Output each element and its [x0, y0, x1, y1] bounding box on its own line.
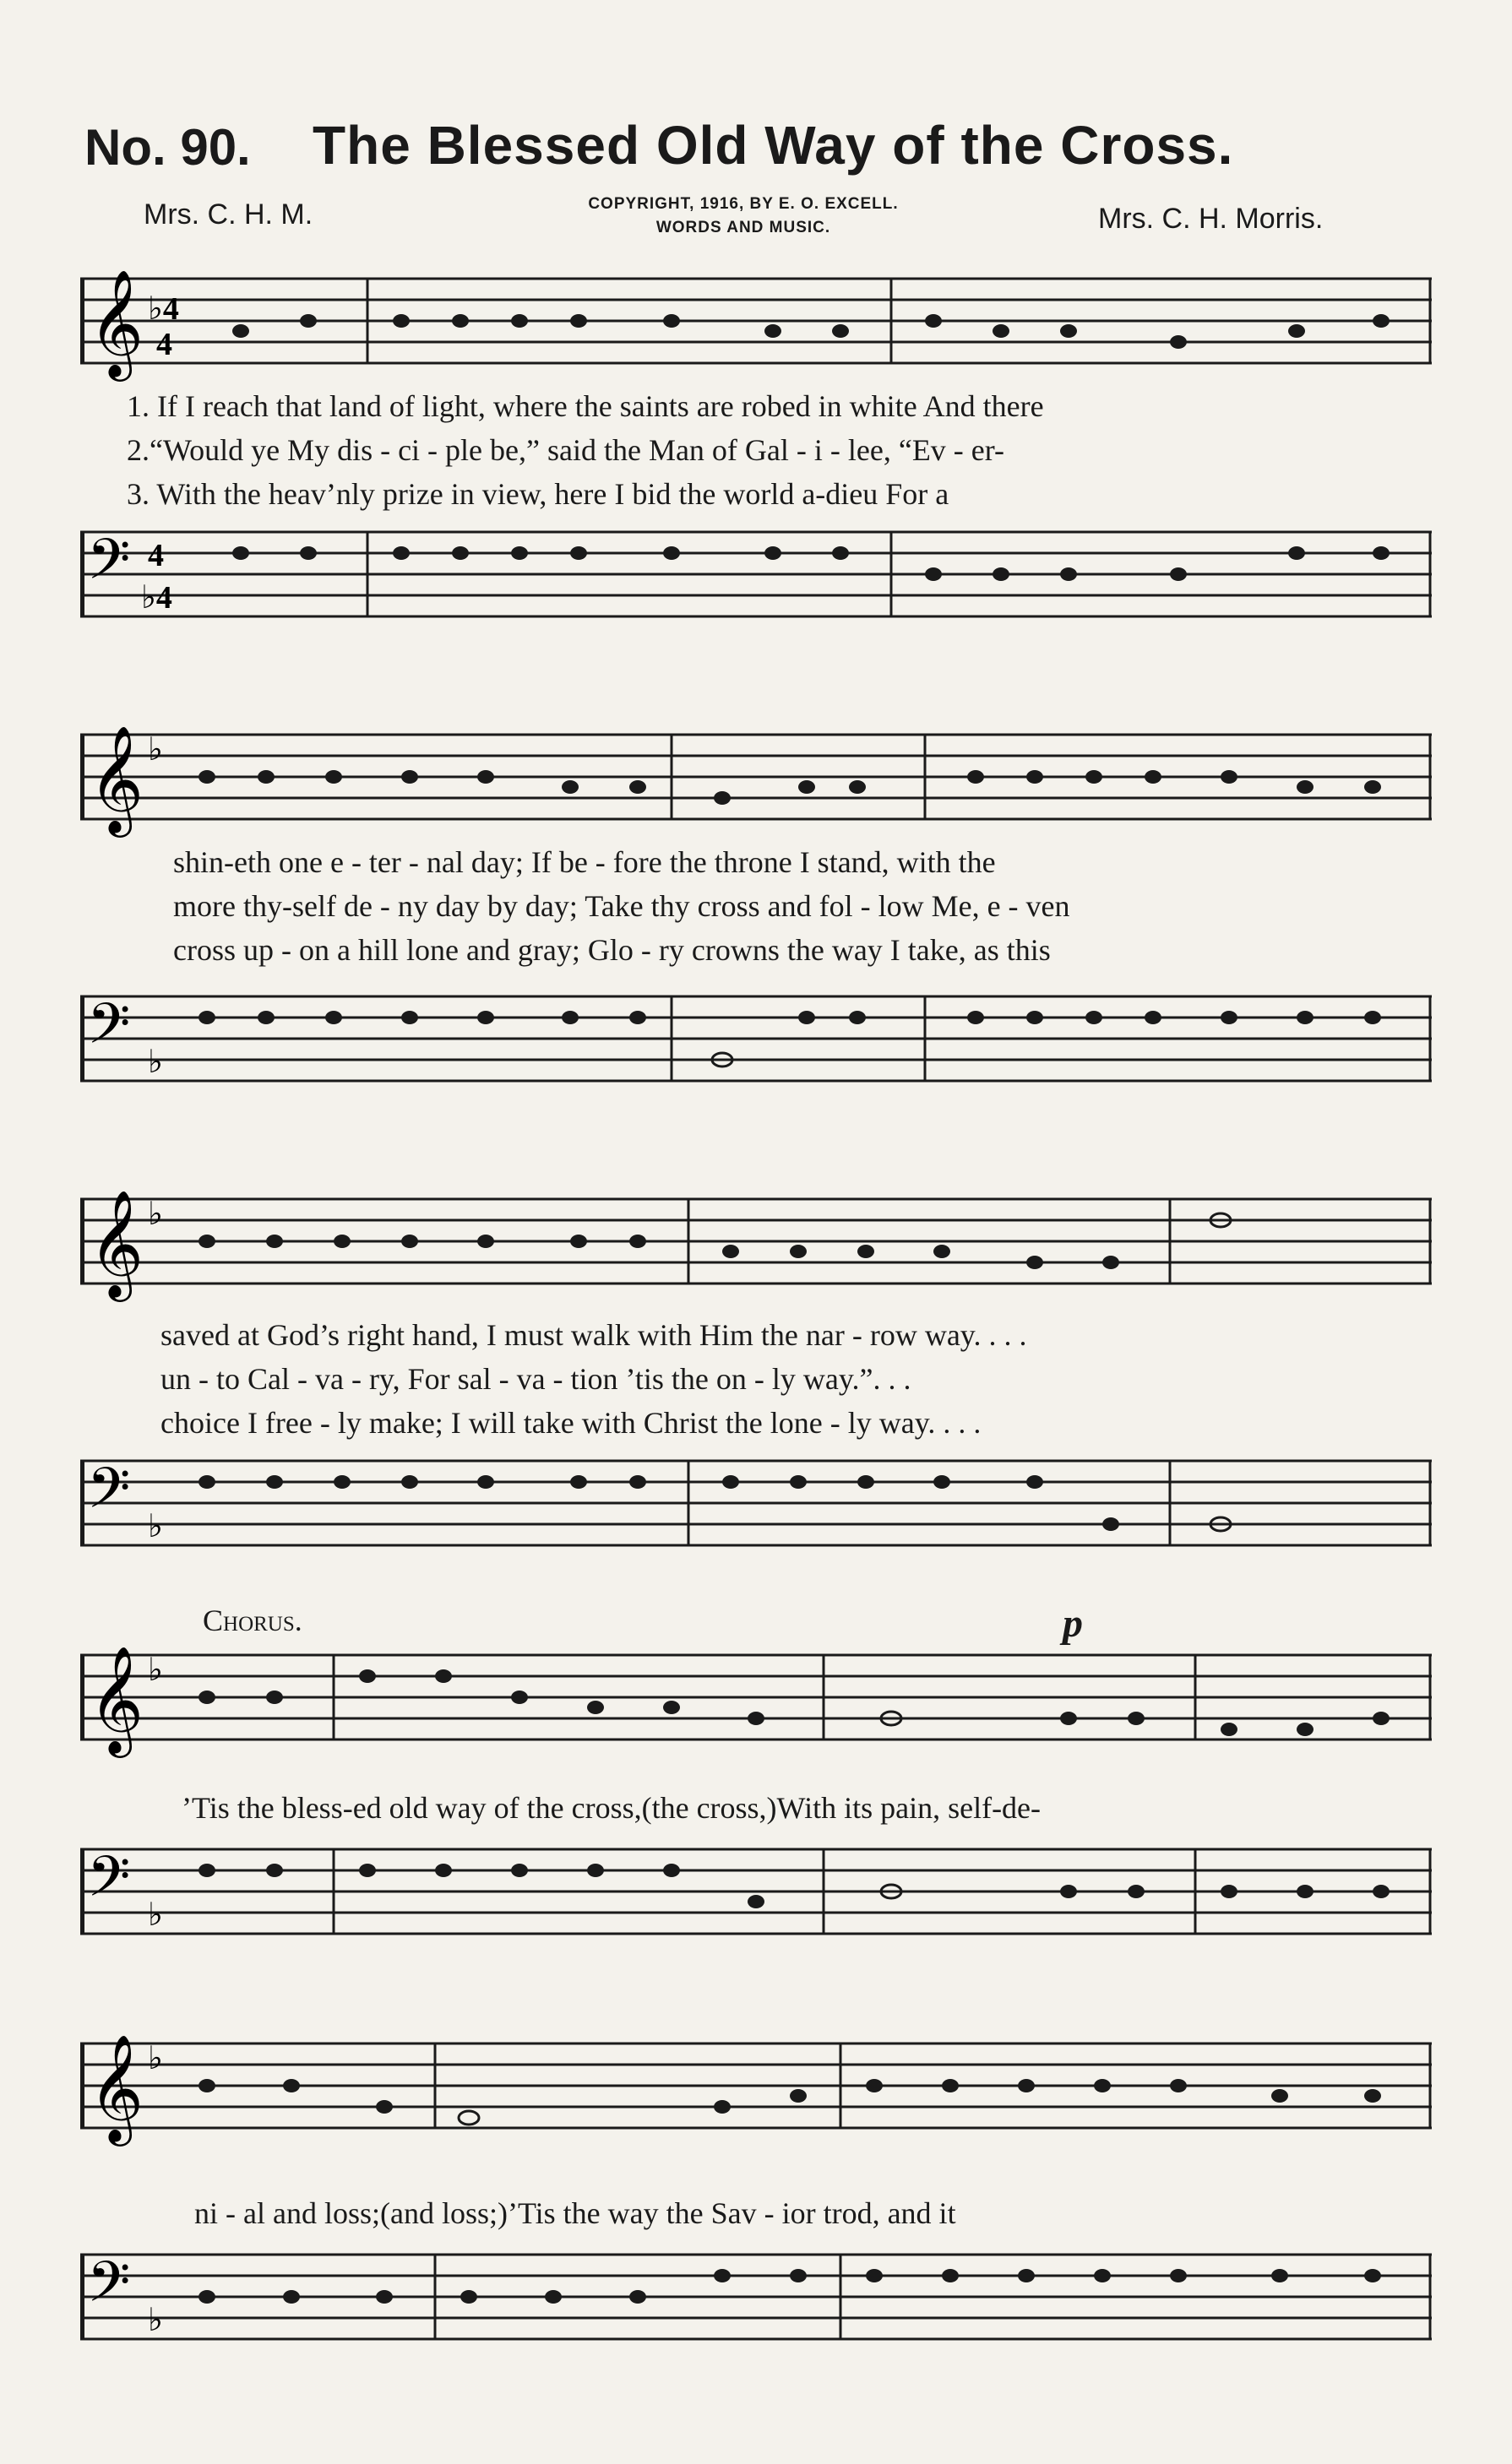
lyric-line: more thy-self de - ny day by day; Take thy cross and fol - low Me, e - ven: [173, 889, 1070, 923]
lyric-line: 1. If I reach that land of light, where the saints are robed in white And there: [127, 389, 1044, 423]
hymn-title: The Blessed Old Way of the Cross.: [313, 115, 1234, 176]
lyric-line: un - to Cal - va - ry, For sal - va - tion ’tis the on - ly way.”. . .: [160, 1362, 911, 1396]
svg-text:♭4: ♭4: [148, 291, 179, 327]
lyric-line: choice I free - ly make; I will take with Christ the lone - ly way. . . .: [160, 1406, 982, 1440]
svg-text:4: 4: [148, 538, 164, 573]
lyric-line: 3. With the heav’nly prize in view, here I bid the world a-dieu For a: [127, 477, 949, 511]
svg-text:𝄢: 𝄢: [87, 1844, 131, 1923]
svg-text:♭: ♭: [148, 2041, 163, 2076]
dynamic-piano-mark: p: [1063, 1601, 1083, 1646]
chorus-label: Chorus.: [203, 1604, 302, 1637]
svg-text:4: 4: [156, 327, 172, 362]
music-system-2: [80, 726, 1432, 1123]
svg-text:𝄢: 𝄢: [87, 2250, 131, 2328]
music-system-3: [80, 1191, 1432, 1587]
bass-staff-2: [80, 988, 1432, 1106]
svg-text:𝄞: 𝄞: [89, 2035, 144, 2141]
lyric-line: ni - al and loss;(and loss;)’Tis the way the Sav - ior trod, and it: [194, 2196, 956, 2230]
words-credit: Mrs. C. H. Morris.: [1098, 203, 1324, 235]
svg-text:𝄢: 𝄢: [87, 527, 131, 605]
treble-staff-1: [80, 270, 1432, 388]
treble-staff-2: [80, 726, 1432, 844]
treble-staff-3: [80, 1191, 1432, 1309]
svg-text:𝄞: 𝄞: [89, 726, 144, 833]
hymn-number: No. 90.: [84, 119, 251, 176]
lyric-line: cross up - on a hill lone and gray; Glo - ry crowns the way I take, as this: [173, 933, 1051, 967]
treble-staff-4: [80, 1647, 1432, 1765]
lyric-line: shin-eth one e - ter - nal day; If be - fore the throne I stand, with the: [173, 845, 996, 879]
svg-text:♭4: ♭4: [141, 580, 172, 616]
copyright-line-2: WORDS AND MUSIC.: [655, 219, 831, 236]
bass-staff-3: [80, 1452, 1432, 1571]
svg-text:♭: ♭: [148, 732, 163, 768]
bass-staff-5: [80, 2246, 1432, 2364]
lyric-line: ’Tis the bless-ed old way of the cross,(the cross,)With its pain, self-de-: [182, 1791, 1042, 1825]
lyric-line: 2.“Would ye My dis - ci - ple be,” said the Man of Gal - i - lee, “Ev - er-: [127, 433, 1005, 467]
treble-staff-5: [80, 2035, 1432, 2153]
svg-text:𝄢: 𝄢: [87, 991, 131, 1070]
music-system-1: [80, 262, 1432, 650]
bass-staff-1: [80, 524, 1432, 642]
svg-text:𝄞: 𝄞: [89, 1191, 144, 1297]
svg-text:♭: ♭: [148, 1509, 163, 1544]
svg-text:𝄞: 𝄞: [89, 1647, 144, 1753]
lyric-line: saved at God’s right hand, I must walk with Him the nar - row way. . . .: [160, 1318, 1027, 1352]
svg-text:♭: ♭: [148, 1197, 163, 1232]
svg-text:♭: ♭: [148, 1653, 163, 1688]
music-system-4: [80, 1647, 1432, 1967]
copyright-line-1: COPYRIGHT, 1916, BY E. O. EXCELL.: [588, 195, 899, 213]
svg-text:♭: ♭: [148, 1897, 163, 1933]
svg-text:♭: ♭: [148, 1045, 163, 1080]
svg-text:𝄞: 𝄞: [89, 270, 144, 377]
music-credit: Mrs. C. H. M.: [144, 198, 313, 231]
svg-text:♭: ♭: [148, 2303, 163, 2338]
music-system-5: [80, 2035, 1432, 2373]
svg-text:𝄢: 𝄢: [87, 1456, 131, 1534]
copyright-notice: [473, 193, 1014, 240]
bass-staff-4: [80, 1841, 1432, 1959]
